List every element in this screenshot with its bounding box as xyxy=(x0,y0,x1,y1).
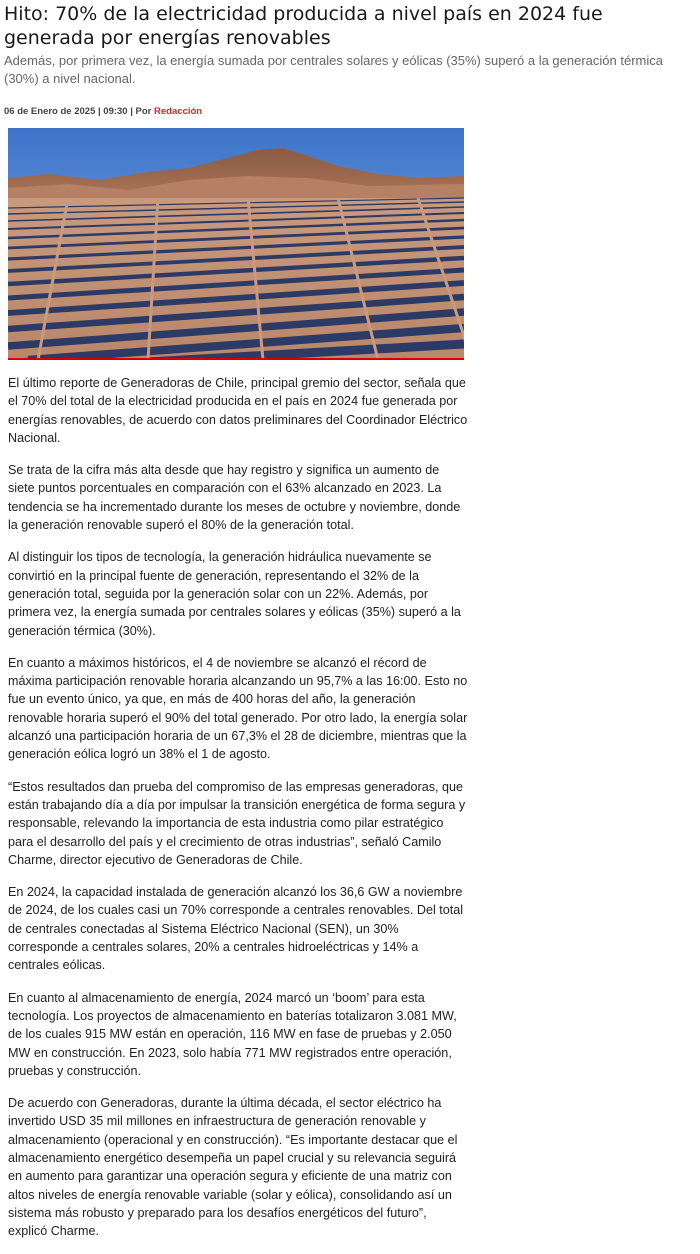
article-paragraph: El último reporte de Generadoras de Chile, principal gremio del sector, señala que el 70% del total de la electricidad producida en el país en 2024 fue generada por energías renovables, de acuerdo con datos preliminares del Coordinador Eléctrico Nacional. xyxy=(8,376,468,445)
article-paragraph: En 2024, la capacidad instalada de generación alcanzó los 36,6 GW a noviembre de 2024, de los cuales casi un 70% corresponde a centrales renovables. Del total de centrales conectadas al Sistema Eléctrico Nacional (SEN), un 30% corresponde a centrales solares, 20% a centrales hidroeléctricas y 14% a centrales eólicas. xyxy=(8,885,464,973)
article-subtitle: Además, por primera vez, la energía sumada por centrales solares y eólicas (35%) superó a la generación térmica (30%) a nivel nacional. xyxy=(4,53,663,86)
article-paragraph: En cuanto al almacenamiento de energía, 2024 marcó un ‘boom’ para esta tecnología. Los proyectos de almacenamiento en baterías totalizaron 3.081 MW, de los cuales 915 MW están en operación, 116 MW en fase de pruebas y 2.050 MW en construcción. En 2023, solo había 771 MW registrados entre operación, pruebas y construcción. xyxy=(8,990,457,1078)
article-title: Hito: 70% de la electricidad producida a nivel país en 2024 fue generada por energías renovables xyxy=(4,3,603,49)
article-paragraph: Al distinguir los tipos de tecnología, la generación hidráulica nuevamente se convirtió en la principal fuente de generación, representando el 32% de la generación total, seguida por la generación solar con un 22%. Además, por primera vez, la energía sumada por centrales solares y eólicas (35%) superó a la generación térmica (30%). xyxy=(8,550,461,638)
article-date: 06 de Enero de 2025 | 09:30 | Por xyxy=(4,106,152,117)
article-body xyxy=(8,374,468,1254)
article-paragraph: Se trata de la cifra más alta desde que hay registro y significa un aumento de siete puntos porcentuales en comparación con el 63% alcanzado en 2023. La tendencia se ha incrementado durante los meses de octubre y noviembre, donde la generación renovable superó el 80% de la generación total. xyxy=(8,463,461,533)
hero-image-solar-plant xyxy=(8,128,464,360)
article-paragraph: En cuanto a máximos históricos, el 4 de noviembre se alcanzó el récord de máxima participación renovable horaria alcanzando un 95,7% a las 16:00. Esto no fue un evento único, ya que, en más de 400 horas del año, la generación renovable horaria superó el 90% del total generado. Por otro lado, la energía solar alcanzó una participación horaria de un 67,3% el 28 de diciembre, mientras que la generación eólica logró un 38% el 1 de agosto. xyxy=(8,655,468,762)
article-paragraph: De acuerdo con Generadoras, durante la última década, el sector eléctrico ha invertido USD 35 mil millones en infraestructura de generación renovable y almacenamiento (operacional y en construcción). “Es importante destacar que el almacenamiento energético desempeña un papel crucial y su relevancia seguirá en aumento para garantizar una operación segura y eficiente de una matriz con altos niveles de energía renovable variable (solar y eólica), consolidando así un sistema más robusto y preparado para los desafíos energéticos del futuro”, explicó Charme. xyxy=(8,1096,458,1239)
article-paragraph: “Estos resultados dan prueba del compromiso de las empresas generadoras, que están trabajando día a día por impulsar la transición energética de forma segura y responsable, relevando la importancia de esta industria como pilar estratégico para el desarrollo del país y el crecimiento de otras industrias”, señaló Camilo Charme, director ejecutivo de Generadoras de Chile. xyxy=(8,779,466,867)
article-meta xyxy=(4,106,202,117)
article-author-link[interactable]: Redacción xyxy=(154,106,203,117)
